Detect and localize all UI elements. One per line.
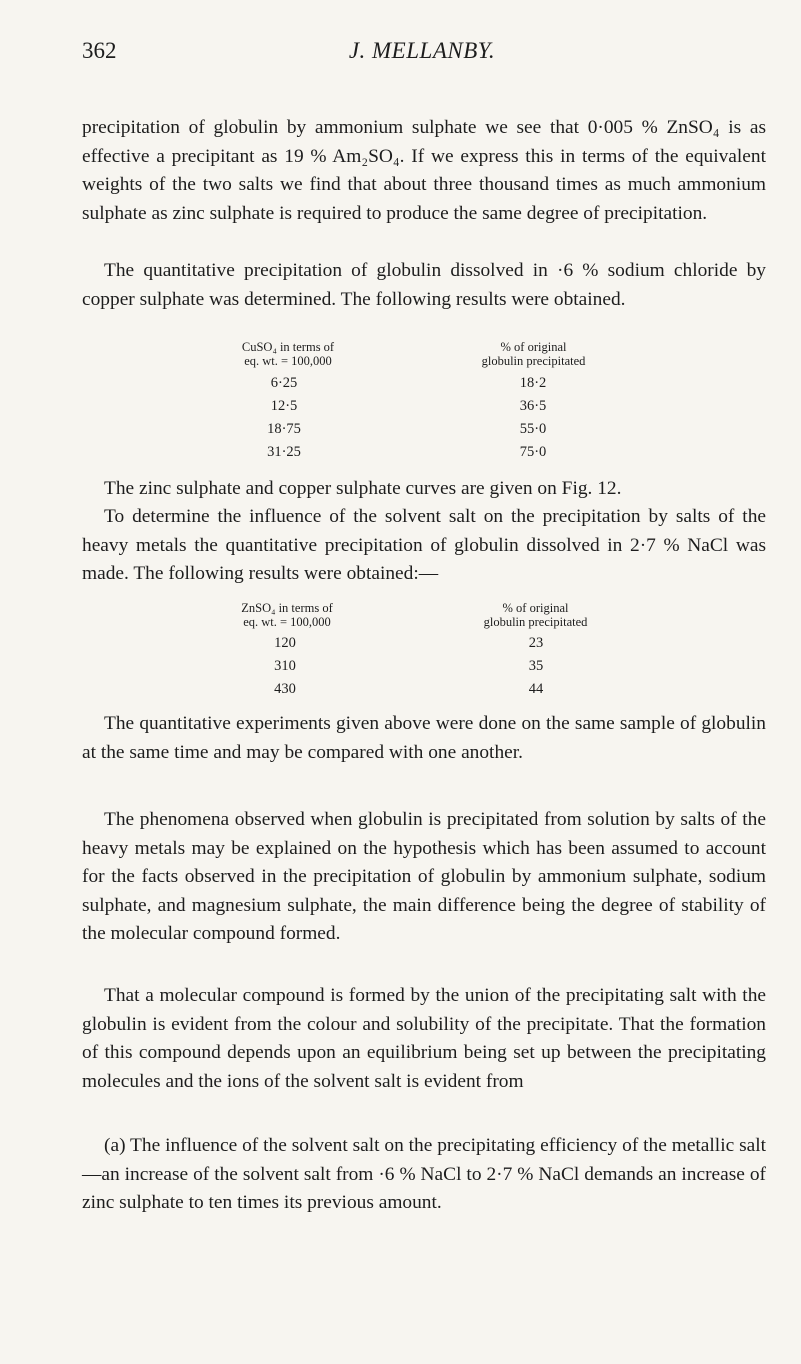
table2-col1-header [212, 601, 362, 629]
page-header [82, 38, 762, 78]
table-cell: 310 [274, 658, 296, 674]
paragraph-7: That a molecular compound is formed by the union of the precipitating salt with the globulin is evident from the colour and solubility of the precipitate. That the formation of this compound depends upon an equilibrium being set up between the precipitating molecules and the ions of the solvent salt is evident from [82, 985, 766, 1092]
table2-col1-header-line2: eq. wt. = 100,000 [243, 615, 331, 629]
table2-col2-header-line1: % of original [502, 601, 569, 615]
table-cell: 75·0 [519, 444, 547, 460]
table-cell: 23 [528, 635, 544, 651]
paragraph-2: The quantitative precipitation of globulin dissolved in ·6 % sodium chloride by copper sulphate was determined. The following results were obtained. [82, 260, 766, 310]
table-cell: 44 [528, 681, 544, 697]
table-cell: 35 [528, 658, 544, 674]
table-cell: 430 [274, 681, 296, 697]
paragraph-8: (a) The influence of the solvent salt on the precipitating efficiency of the metallic salt—an increase of the solvent salt from ·6 % NaCl to 2·7 % NaCl demands an increase of zinc sulphate to ten times its previous amount. [82, 1135, 766, 1214]
table-cell: 12·5 [270, 398, 298, 414]
table1-col2-header [446, 340, 621, 368]
paragraph-4: To determine the influence of the solvent salt on the precipitation by salts of the heavy metals the quantitative precipitation of globulin dissolved in 2·7 % NaCl was made. The following results were obtained:— [82, 506, 766, 585]
table-cell: 6·25 [270, 375, 298, 391]
page-number: 362 [82, 38, 117, 63]
table2-col2-header [448, 601, 623, 629]
table1-col2-header-line1: % of original [500, 340, 567, 354]
paragraph-6: The phenomena observed when globulin is precipitated from solution by salts of the heavy metals may be explained on the hypothesis which has been assumed to account for the facts observed in the precipitation of globulin by ammonium sulphate, sodium sulphate, and magnesium sulphate, the main difference being the degree of stability of the molecular compound formed. [82, 809, 766, 945]
paragraph-3: The zinc sulphate and copper sulphate curves are given on Fig. 12. [104, 478, 622, 499]
table1-col1-header-line1: CuSO₄ in terms of [241, 340, 335, 354]
table2-col1-header-line1: ZnSO₄ in terms of [241, 601, 333, 615]
paragraph-5: The quantitative experiments given above were done on the same sample of globulin at the same time and may be compared with one another. [82, 713, 766, 763]
table-cell: 18·2 [519, 375, 547, 391]
running-head: J. MELLANBY. [348, 38, 496, 63]
table1-col1-header [218, 340, 358, 368]
table1-col2-header-line2: globulin precipitated [481, 354, 586, 368]
table-cell: 31·25 [267, 444, 301, 460]
table1-col1-header-line2: eq. wt. = 100,000 [244, 354, 332, 368]
table-cell: 36·5 [519, 398, 547, 414]
table-cell: 120 [274, 635, 296, 651]
paragraph-1: precipitation of globulin by ammonium sulphate we see that 0·005 % ZnSO₄ is as effective a precipitant as 19 % Am₂SO₄. If we express this in terms of the equivalent weights of the two salts we find that about three thousand times as much ammonium sulphate as zinc sulphate is required to produce the same degree of precipitation. [82, 117, 766, 224]
table-cell: 18·75 [267, 421, 301, 437]
table2-col2-header-line2: globulin precipitated [483, 615, 588, 629]
table-cell: 55·0 [519, 421, 547, 437]
